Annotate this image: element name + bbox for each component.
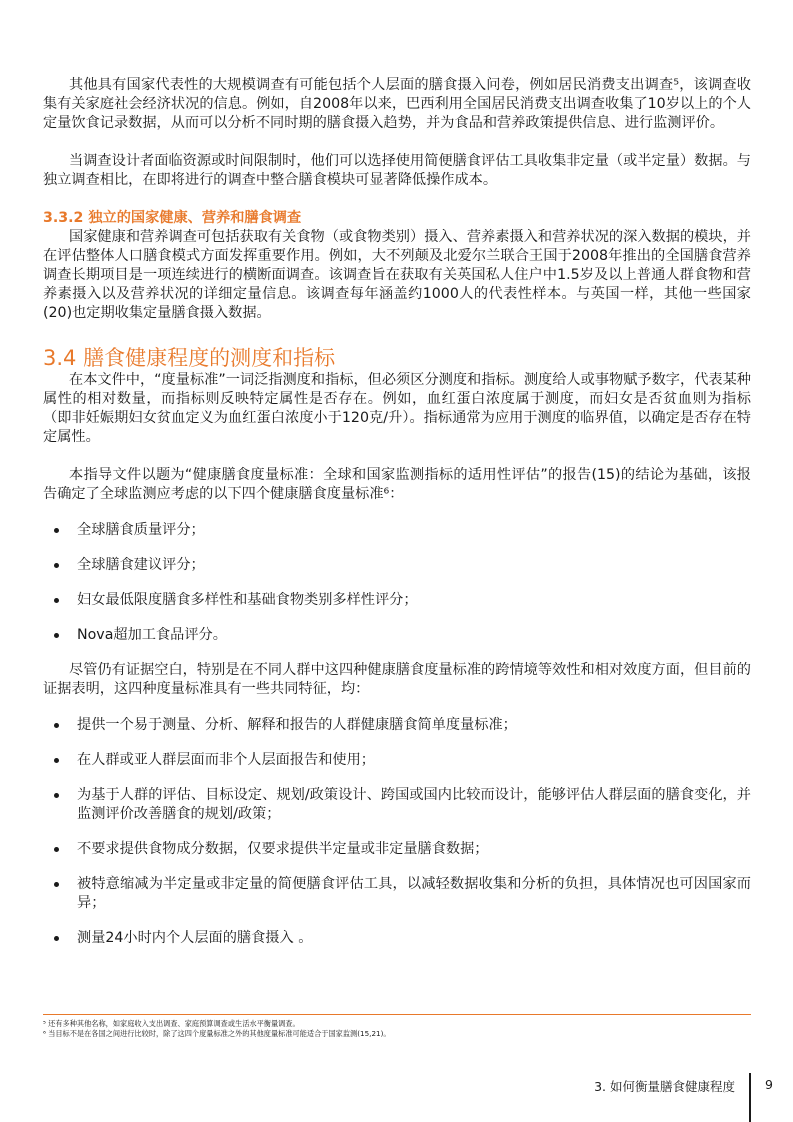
- bullet-icon: [54, 633, 59, 638]
- bullet-icon: [54, 793, 59, 798]
- section-heading: 3.4 膳食健康程度的测度和指标: [43, 346, 336, 370]
- list-item: 妇女最低限度膳食多样性和基础食物类别多样性评分；: [43, 591, 751, 610]
- list-item: 为基于人群的评估、目标设定、规划/政策设计、跨国或国内比较而设计，能够评估人群层面的膳食变化，并监测评价改善膳食的规划/政策；: [43, 786, 751, 824]
- paragraph-national-survey: 国家健康和营养调查可包括获取有关食物（或食物类别）摄入、营养素摄入和营养状况的深入数据的模块，并在评估整体人口膳食模式方面发挥重要作用。例如，大不列颠及北爱尔兰联合王国于2008年推出的全国膳食营养调查长期项目是一项连续进行的横断面调查。该调查旨在获取有关英国私人住户中1.5岁及以上普通人群食物和营养素摄入以及营养状况的详细定量信息。该调查每年涵盖约1000人的代表性样本。与英国一样，其他一些国家(20)也定期收集定量膳食摄入数据。: [43, 229, 751, 321]
- feature-list: [43, 716, 751, 948]
- footer-divider: [749, 1073, 751, 1122]
- bullet-icon: [54, 563, 59, 568]
- subsection-heading: 3.3.2 独立的国家健康、营养和膳食调查: [43, 210, 302, 226]
- page-content: [43, 76, 751, 964]
- paragraph-consumer-survey: 其他具有国家代表性的大规模调查有可能包括个人层面的膳食摄入问卷，例如居民消费支出调查⁵，该调查收集有关家庭社会经济状况的信息。例如，自2008年以来，巴西利用全国居民消费支出调查收集了10岁以上的个人定量饮食记录数据，从而可以分析不同时期的膳食摄入趋势，并为食品和营养政策提供信息、进行监测评价。: [43, 77, 751, 131]
- list-item: 提供一个易于测量、分析、解释和报告的人群健康膳食简单度量标准；: [43, 716, 751, 735]
- bullet-icon: [54, 528, 59, 533]
- running-footer-title: 3. 如何衡量膳食健康程度: [594, 1079, 735, 1094]
- list-item: 不要求提供食物成分数据，仅要求提供半定量或非定量膳食数据；: [43, 840, 751, 859]
- paragraph-simplified-tools: 当调查设计者面临资源或时间限制时，他们可以选择使用简便膳食评估工具收集非定量（或半定量）数据。与独立调查相比，在即将进行的调查中整合膳食模块可显著降低操作成本。: [43, 153, 751, 188]
- bullet-icon: [54, 882, 59, 887]
- list-item: 全球膳食质量评分；: [43, 521, 751, 540]
- bullet-icon: [54, 723, 59, 728]
- list-item: 测量24小时内个人层面的膳食摄入 。: [43, 929, 751, 948]
- paragraph-common-features: 尽管仍有证据空白，特别是在不同人群中这四种健康膳食度量标准的跨情境等效性和相对效度方面，但目前的证据表明，这四种度量标准具有一些共同特征，均：: [43, 662, 751, 697]
- bullet-icon: [54, 847, 59, 852]
- list-item: 被特意缩减为半定量或非定量的简便膳食评估工具，以减轻数据收集和分析的负担，具体情况也可因国家而异；: [43, 875, 751, 913]
- list-item: 在人群或亚人群层面而非个人层面报告和使用；: [43, 751, 751, 770]
- page-number: 9: [765, 1077, 773, 1092]
- bullet-icon: [54, 936, 59, 941]
- bullet-icon: [54, 758, 59, 763]
- footnotes: [43, 1019, 751, 1039]
- paragraph-metrics-definition: 在本文件中，“度量标准”一词泛指测度和指标，但必须区分测度和指标。测度给人或事物赋予数字，代表某种属性的相对数量，而指标则反映特定属性是否存在。例如，血红蛋白浓度属于测度，而妇女是否贫血则为指标（即非妊娠期妇女贫血定义为血红蛋白浓度小于120克/升）。指标通常为应用于测度的临界值，以确定是否存在特定属性。: [43, 372, 751, 445]
- footnote-6: ⁶ 当目标不是在各国之间进行比较时，除了这四个度量标准之外的其他度量标准可能适合于国家监测(15,21)。: [43, 1029, 391, 1038]
- footnote-divider: [43, 1014, 751, 1015]
- list-item: 全球膳食建议评分；: [43, 556, 751, 575]
- metric-list: [43, 521, 751, 645]
- list-item: Nova超加工食品评分。: [43, 626, 751, 645]
- bullet-icon: [54, 598, 59, 603]
- paragraph-guidance-basis: 本指导文件以题为“健康膳食度量标准：全球和国家监测指标的适用性评估”的报告(15)的结论为基础，该报告确定了全球监测应考虑的以下四个健康膳食度量标准⁶：: [43, 467, 751, 502]
- footnote-5: ⁵ 还有多种其他名称，如家庭收入支出调查、家庭预算调查或生活水平衡量调查。: [43, 1019, 300, 1028]
